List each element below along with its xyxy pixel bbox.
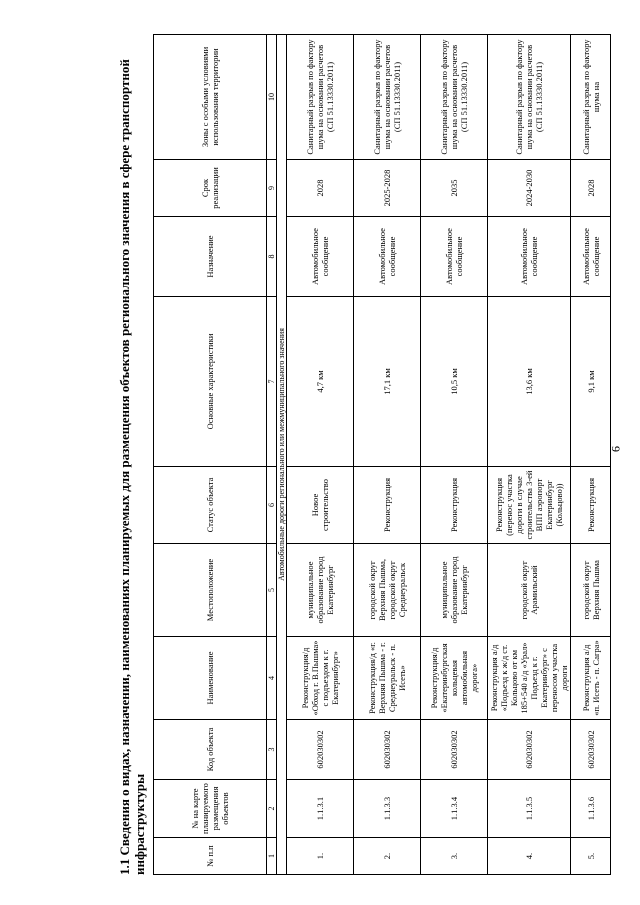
table-row (421, 35, 488, 875)
col-number: 10 (267, 35, 277, 160)
cell-n: 5. (571, 838, 611, 875)
section-row (277, 35, 287, 875)
cell-n: 1. (287, 838, 354, 875)
cell-status: Реконструкция (перенос участка дороги в случае строительства 3-ей ВПП аэропорт Екатеринбург (Кольцово)) (488, 467, 571, 544)
cell-code: 602030302 (354, 720, 421, 780)
column-number-row (267, 35, 277, 875)
col-header-location: Местоположение (154, 544, 267, 637)
header-row (154, 35, 267, 875)
cell-zones: Санитарный разрыв по фактору шума на основании расчетов (СП 51.13330.2011) (421, 35, 488, 160)
table-row (354, 35, 421, 875)
cell-map-no: 1.1.3.5 (488, 780, 571, 838)
col-number: 5 (267, 544, 277, 637)
table-row (488, 35, 571, 875)
cell-name: Реконструкция/д «Обход г. В.Пышма» с подъездом к г. Екатеринбург» (287, 637, 354, 720)
cell-characteristics: 10,5 км (421, 297, 488, 467)
col-number: 6 (267, 467, 277, 544)
cell-status: Реконструкция (354, 467, 421, 544)
col-header-n: № п.п (154, 838, 267, 875)
cell-status: Реконструкция (571, 467, 611, 544)
cell-n: 4. (488, 838, 571, 875)
section-title: Автомобильные дороги регионального или межмуниципального значения (277, 35, 287, 875)
cell-characteristics: 9,1 км (571, 297, 611, 467)
col-header-zones: Зоны с особыми условиями использования территории (154, 35, 267, 160)
objects-table (153, 34, 611, 875)
cell-name: Реконструкция/д «Екатеринбургская кольцевая автомобильная дорога» (421, 637, 488, 720)
cell-purpose: Автомобильное сообщение (287, 217, 354, 297)
cell-code: 602030302 (287, 720, 354, 780)
cell-characteristics: 4,7 км (287, 297, 354, 467)
cell-n: 3. (421, 838, 488, 875)
cell-code: 602030302 (488, 720, 571, 780)
cell-map-no: 1.1.3.4 (421, 780, 488, 838)
cell-term: 2035 (421, 160, 488, 217)
col-header-characteristics: Основные характеристики (154, 297, 267, 467)
cell-term: 2028 (571, 160, 611, 217)
col-header-status: Статус объекта (154, 467, 267, 544)
cell-code: 602030302 (571, 720, 611, 780)
col-number: 8 (267, 217, 277, 297)
col-number: 1 (267, 838, 277, 875)
cell-n: 2. (354, 838, 421, 875)
cell-zones: Санитарный разрыв по фактору шума на основании расчетов (СП 51.13330.2011) (488, 35, 571, 160)
col-header-code: Код объекта (154, 720, 267, 780)
cell-name: Реконструкция/д «г. Верхняя Пышма - г. Среднеуральск - п. Исеть» (354, 637, 421, 720)
cell-name: Реконструкция а/д «п. Исеть - п. Сагра» (571, 637, 611, 720)
cell-status: Реконструкция (421, 467, 488, 544)
cell-purpose: Автомобильное сообщение (421, 217, 488, 297)
col-number: 4 (267, 637, 277, 720)
cell-name: Реконструкция а/д «Подъезд к ж/д ст. Кольцово от км 185+540 а/д «Урал» Подъезд к г. Екатеринбург» с переносом участка дороги (488, 637, 571, 720)
cell-map-no: 1.1.3.1 (287, 780, 354, 838)
cell-purpose: Автомобильное сообщение (354, 217, 421, 297)
cell-term: 2025-2028 (354, 160, 421, 217)
col-number: 7 (267, 297, 277, 467)
col-header-purpose: Назначение (154, 217, 267, 297)
rotated-page-content (117, 35, 611, 875)
page-number: 9 (609, 446, 623, 452)
cell-characteristics: 17,1 км (354, 297, 421, 467)
table-row (571, 35, 611, 875)
col-number: 9 (267, 160, 277, 217)
cell-zones: Санитарный разрыв по фактору шума на основании расчетов (СП 51.13330.2011) (354, 35, 421, 160)
cell-map-no: 1.1.3.6 (571, 780, 611, 838)
cell-characteristics: 13,6 км (488, 297, 571, 467)
cell-term: 2028 (287, 160, 354, 217)
table-row (287, 35, 354, 875)
cell-map-no: 1.1.3.3 (354, 780, 421, 838)
cell-purpose: Автомобильное сообщение (571, 217, 611, 297)
cell-location: городской округ Верхняя Пышма, городской округ Среднеуральск (354, 544, 421, 637)
cell-zones: Санитарный разрыв по фактору шума на основании расчетов (СП 51.13330.2011) (287, 35, 354, 160)
col-header-map-no: № на карте планируемого размещения объектов (154, 780, 267, 838)
cell-status: Новое строительство (287, 467, 354, 544)
section-heading: 1.1 Сведения о видах, назначении, наименованиях планируемых для размещения объектов регионального значения в сфере транспортной инфраструктуры (117, 59, 147, 875)
cell-code: 602030302 (421, 720, 488, 780)
cell-location: муниципальное образование город Екатеринбург (421, 544, 488, 637)
cell-term: 2024-2030 (488, 160, 571, 217)
cell-location: городской округ Арамильский (488, 544, 571, 637)
col-number: 2 (267, 780, 277, 838)
cell-location: муниципальное образование город Екатеринбург (287, 544, 354, 637)
col-header-term: Срок реализации (154, 160, 267, 217)
cell-purpose: Автомобильное сообщение (488, 217, 571, 297)
cell-location: городской округ Верхняя Пышма (571, 544, 611, 637)
cell-zones: Санитарный разрыв по фактору шума на (571, 35, 611, 160)
col-number: 3 (267, 720, 277, 780)
col-header-name: Наименование (154, 637, 267, 720)
